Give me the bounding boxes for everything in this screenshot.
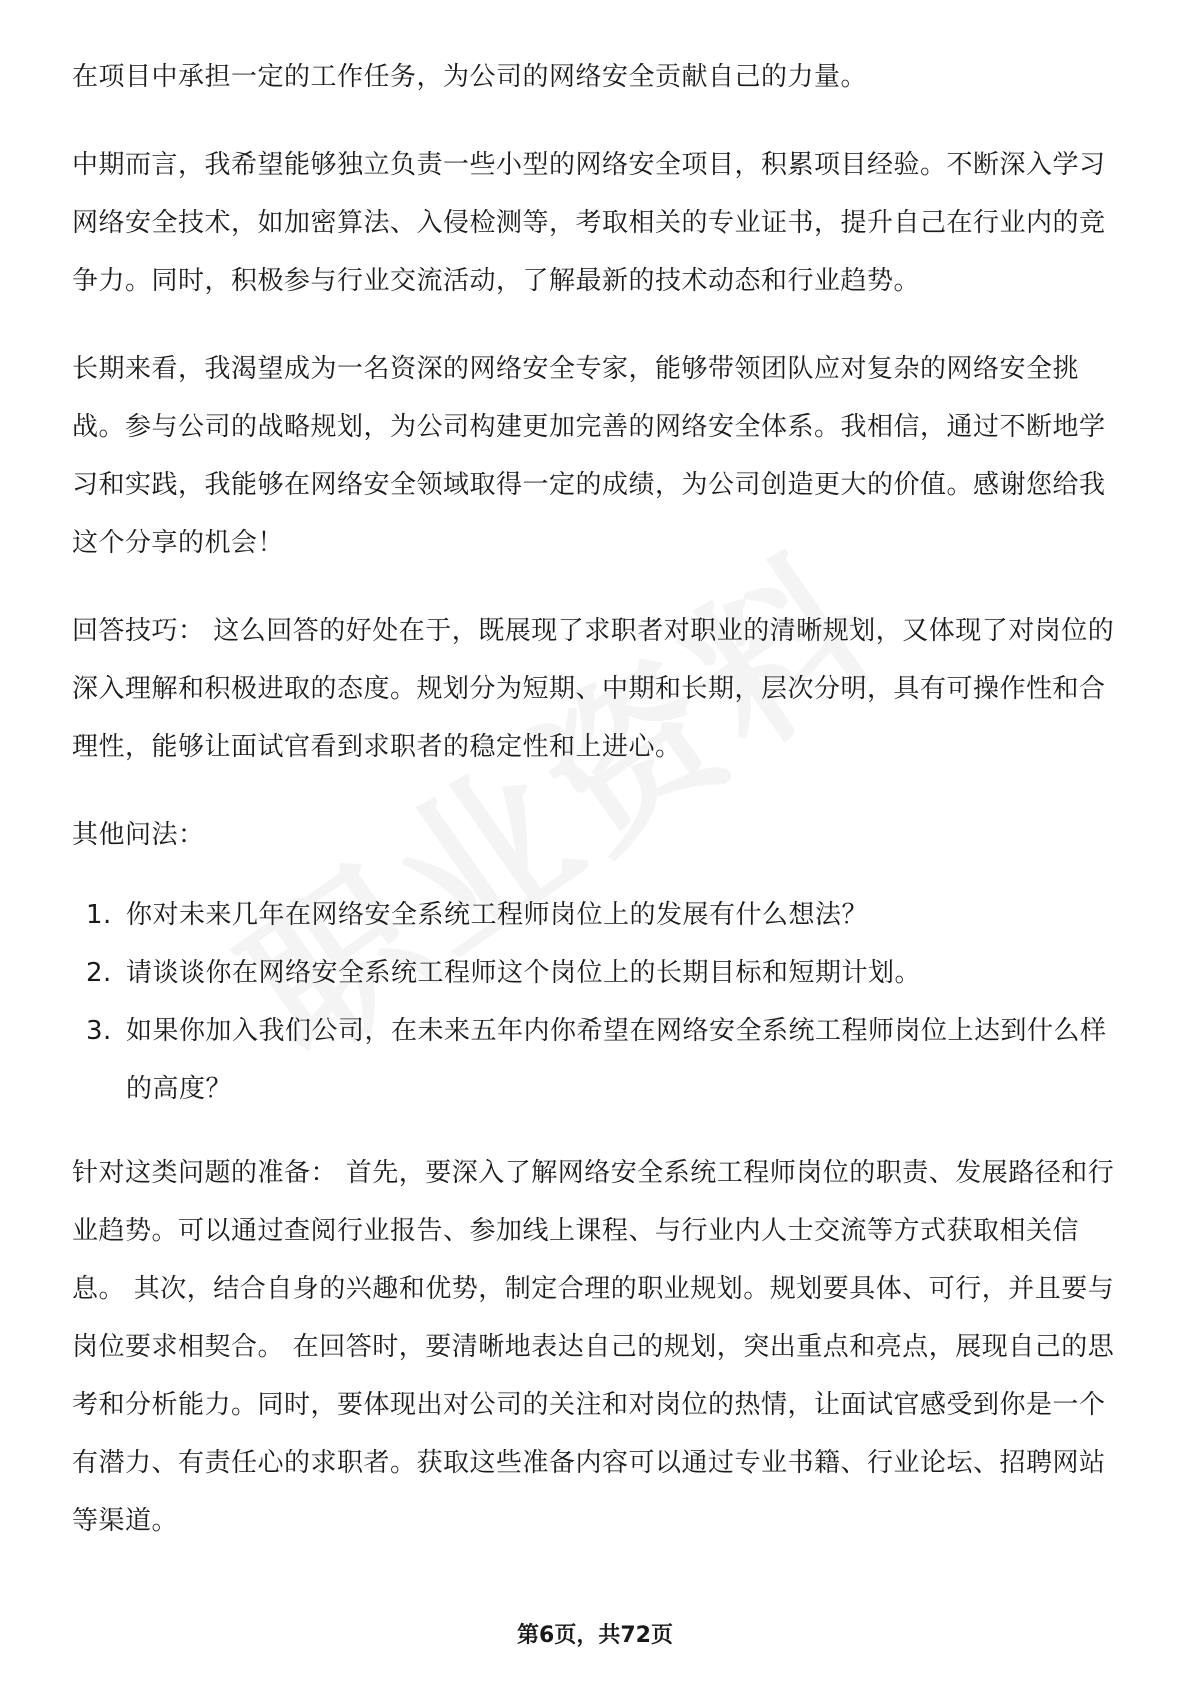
list-item [72, 886, 1118, 944]
list-item [72, 1002, 1118, 1118]
page-number: 第6页，共72页 [517, 1623, 673, 1648]
paragraph-long-term: 长期来看，我渴望成为一名资深的网络安全专家，能够带领团队应对复杂的网络安全挑战。参与公司的战略规划，为公司构建更加完善的网络安全体系。我相信，通过不断地学习和实践，我能够在网络安全领域取得一定的成绩，为公司创造更大的价值。感谢您给我这个分享的机会！ [72, 354, 1106, 558]
paragraph-mid-term: 中期而言，我希望能够独立负责一些小型的网络安全项目，积累项目经验。不断深入学习网络安全技术，如加密算法、入侵检测等，考取相关的专业证书，提升自己在行业内的竞争力。同时，积极参与行业交流活动，了解最新的技术动态和行业趋势。 [72, 150, 1106, 296]
list-item-number: 3. [86, 1016, 112, 1046]
paragraph-other-questions-heading: 其他问法： [72, 820, 205, 850]
question-list [72, 886, 1118, 1118]
list-item-number: 2. [86, 958, 112, 988]
list-item-text: 你对未来几年在网络安全系统工程师岗位上的发展有什么想法？ [126, 900, 869, 930]
paragraph-preparation: 针对这类问题的准备： 首先，要深入了解网络安全系统工程师岗位的职责、发展路径和行业趋势。可以通过查阅行业报告、参加线上课程、与行业内人士交流等方式获取相关信息。 其次，结合自身的兴趣和优势，制定合理的职业规划。规划要具体、可行，并且要与岗位要求相契合。 在回答时，要清晰地表达自己的规划，突出重点和亮点，展现自己的思考和分析能力。同时，要体现出对公司的关注和对岗位的热情，让面试官感受到你是一个有潜力、有责任心的求职者。获取这些准备内容可以通过专业书籍、行业论坛、招聘网站等渠道。 [72, 1158, 1115, 1536]
list-item [72, 944, 1118, 1002]
paragraph-short-term: 在项目中承担一定的工作任务，为公司的网络安全贡献自己的力量。 [72, 62, 868, 92]
list-item-text: 如果你加入我们公司，在未来五年内你希望在网络安全系统工程师岗位上达到什么样的高度？ [126, 1016, 1107, 1104]
list-item-text: 请谈谈你在网络安全系统工程师这个岗位上的长期目标和短期计划。 [126, 958, 922, 988]
list-item-number: 1. [86, 900, 112, 930]
document-body [72, 48, 1118, 1580]
paragraph-answer-tips: 回答技巧： 这么回答的好处在于，既展现了求职者对职业的清晰规划，又体现了对岗位的深入理解和积极进取的态度。规划分为短期、中期和长期，层次分明，具有可操作性和合理性，能够让面试官看到求职者的稳定性和上进心。 [72, 616, 1115, 762]
